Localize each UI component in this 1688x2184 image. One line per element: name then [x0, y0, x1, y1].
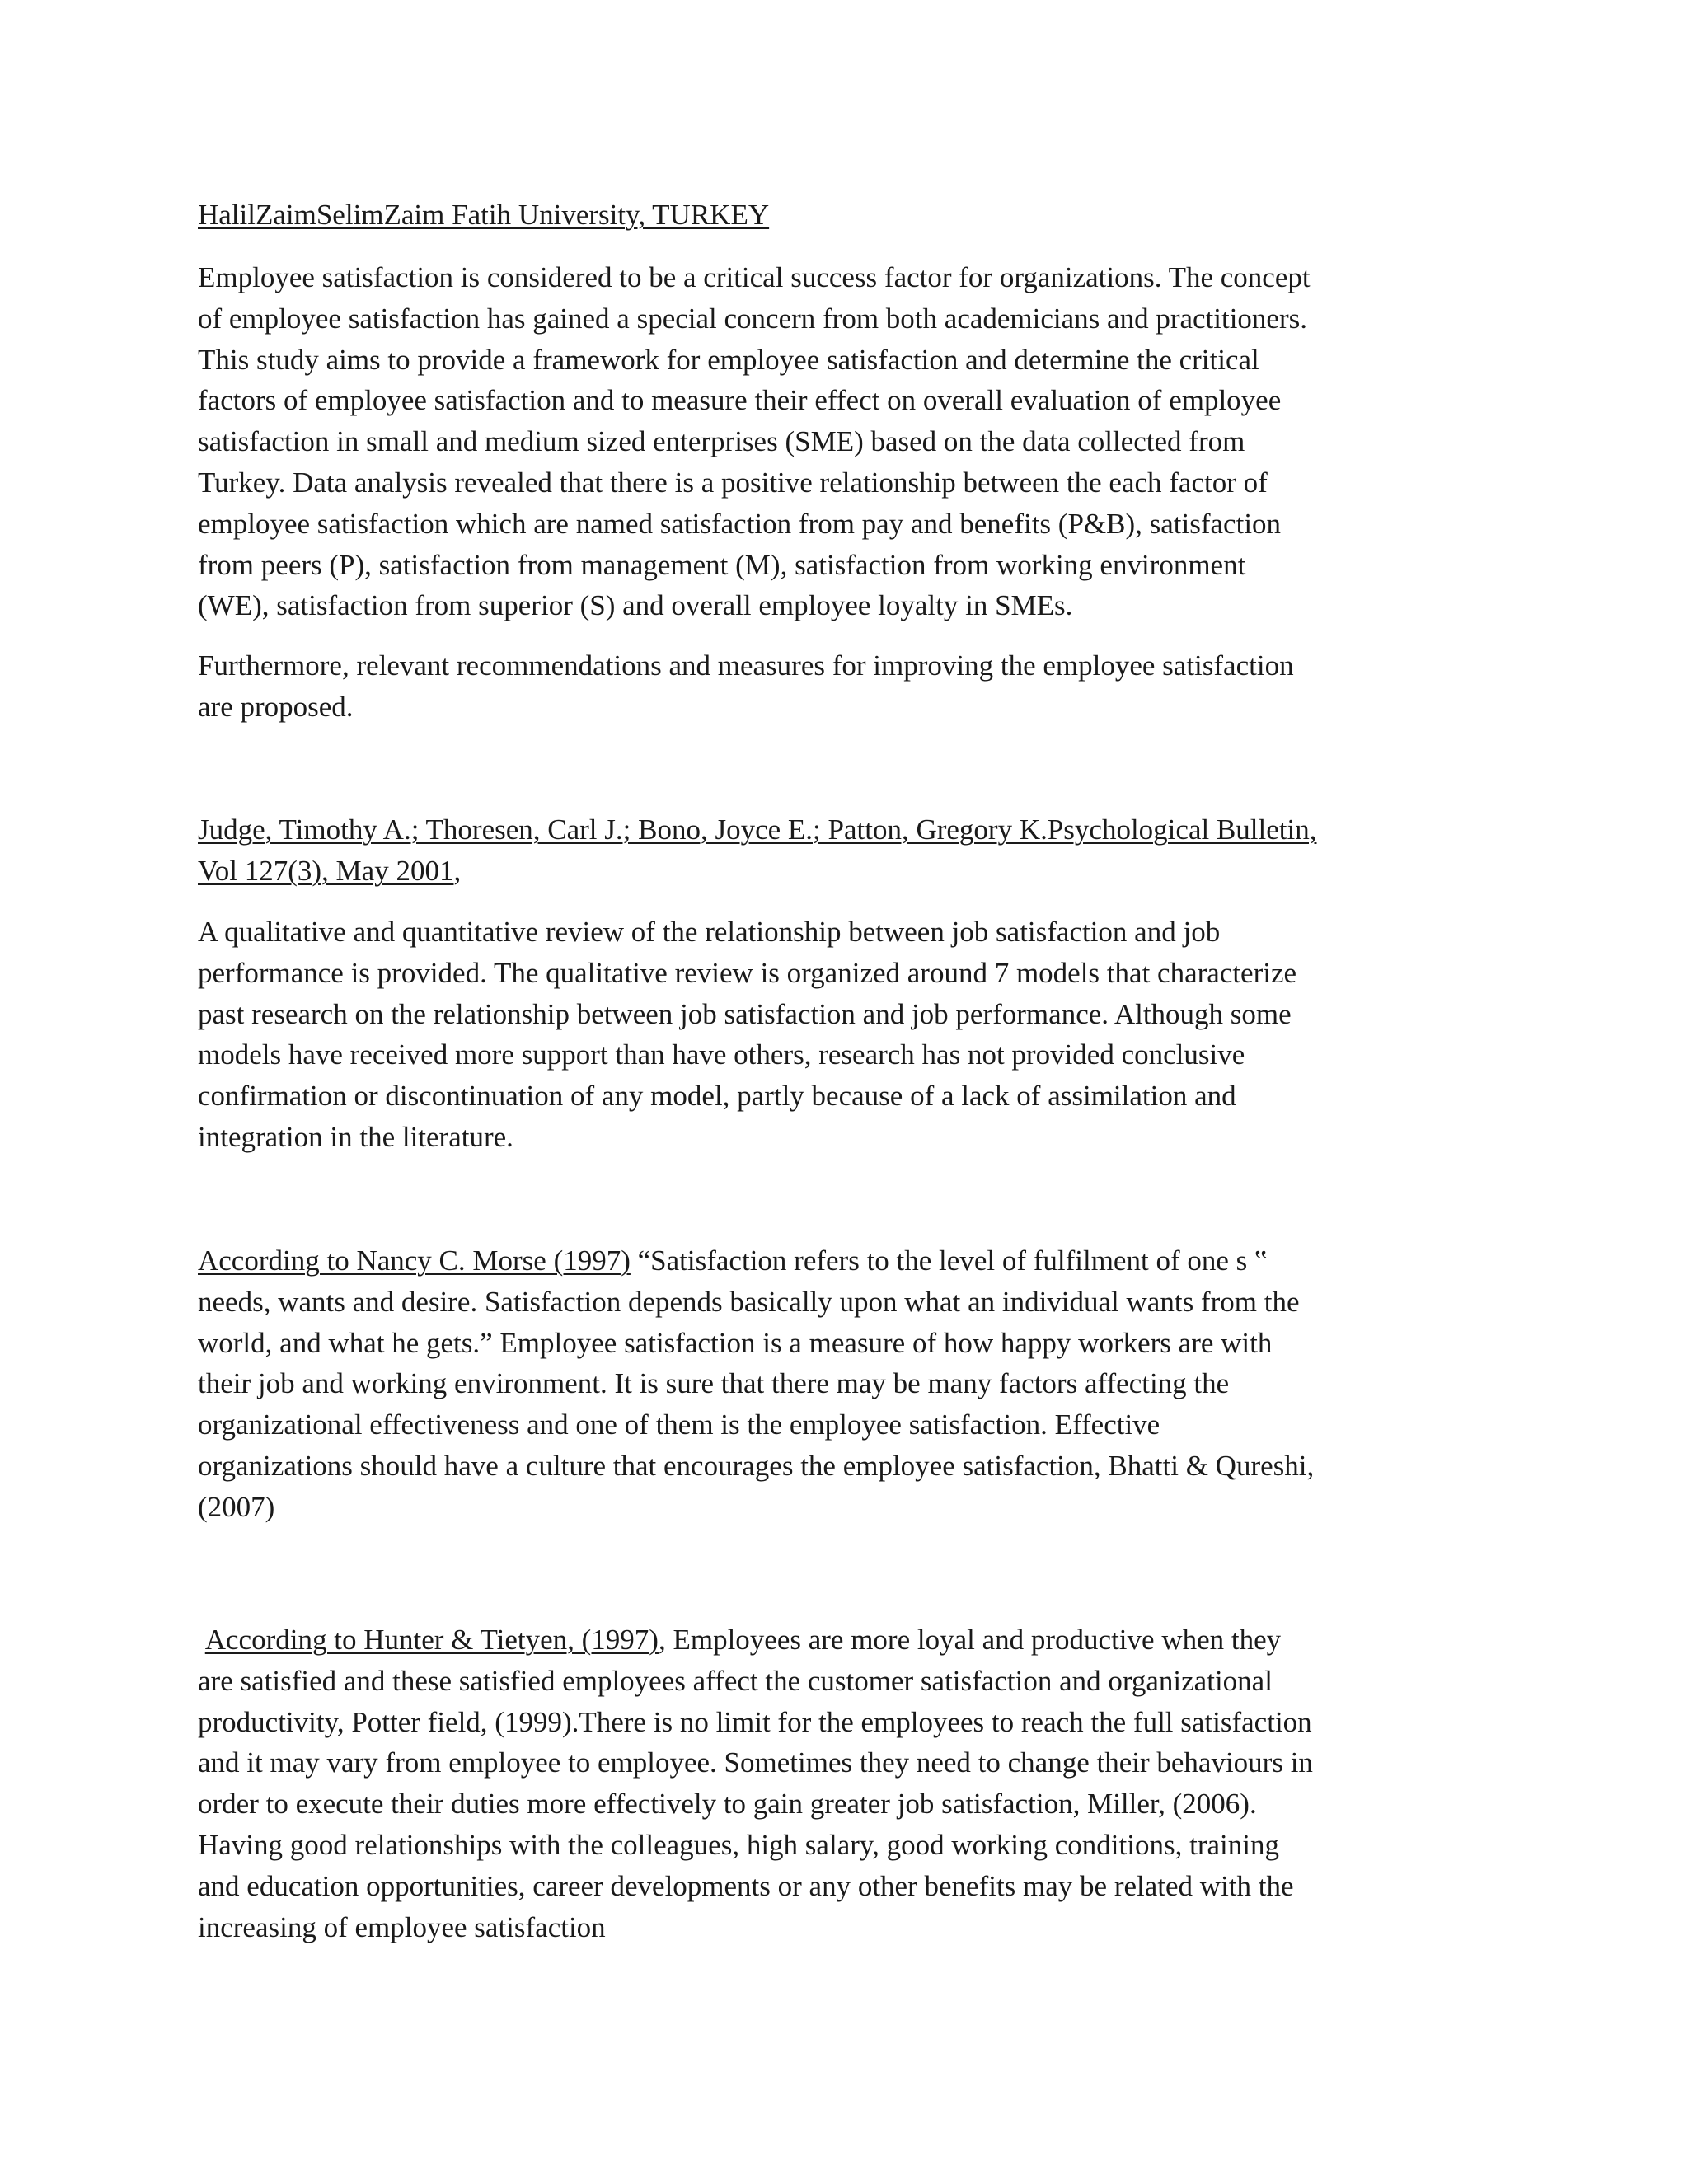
text-line: their job and working environment. It is sure that there may be many factors affecting the: [198, 1367, 1230, 1400]
text-line: are satisfied and these satisfied employees affect the customer satisfaction and organizational: [198, 1664, 1273, 1697]
citation-heading-judge-tail: ,: [453, 855, 462, 887]
text-line: models have received more support than have others, research has not provided conclusive: [198, 1038, 1245, 1071]
paragraph: [198, 912, 1500, 1158]
text-line: Having good relationships with the colleagues, high salary, good working conditions, training: [198, 1828, 1279, 1861]
citation-heading-zaim-text: HalilZaimSelimZaim Fatih University, TURKEY: [198, 199, 770, 231]
section-judge: [198, 809, 1500, 892]
text-line: (WE), satisfaction from superior (S) and overall employee loyalty in SMEs.: [198, 589, 1073, 622]
abstract-zaim-para2: [198, 645, 1500, 728]
text-line: increasing of employee satisfaction: [198, 1910, 606, 1943]
section-zaim: [198, 194, 1500, 236]
text-line: organizations should have a culture that encourages the employee satisfaction, Bhatti & Qureshi,: [198, 1449, 1315, 1482]
text-line: [198, 1240, 1500, 1282]
section-morse: [198, 1240, 1500, 1528]
text-line: needs, wants and desire. Satisfaction depends basically upon what an individual wants from the: [198, 1285, 1300, 1318]
text-line: and it may vary from employee to employee. Sometimes they need to change their behaviours in: [198, 1746, 1313, 1779]
text-line: This study aims to provide a framework for employee satisfaction and determine the critical: [198, 343, 1259, 376]
text-line: are proposed.: [198, 690, 354, 723]
text-line: [198, 1619, 1500, 1661]
citation-heading-judge-line1: [198, 809, 1500, 851]
citation-heading-judge-line2-text: Vol 127(3), May 2001: [198, 855, 454, 887]
text-line: Employee satisfaction is considered to be a critical success factor for organizations. The concept: [198, 261, 1311, 293]
citation-morse: According to Nancy C. Morse (1997): [198, 1244, 631, 1277]
text-line: from peers (P), satisfaction from management (M), satisfaction from working environment: [198, 548, 1246, 581]
citation-hunter: According to Hunter & Tietyen, (1997): [204, 1624, 659, 1656]
text-line: organizational effectiveness and one of them is the employee satisfaction. Effective: [198, 1408, 1160, 1441]
paragraph: [198, 1619, 1500, 1661]
text-line: productivity, Potter field, (1999).There is no limit for the employees to reach the full satisfaction: [198, 1705, 1312, 1738]
abstract-judge: [198, 912, 1500, 1158]
text-line: world, and what he gets.” Employee satisfaction is a measure of how happy workers are with: [198, 1326, 1273, 1359]
text-line: confirmation or discontinuation of any model, partly because of a lack of assimilation and: [198, 1080, 1236, 1113]
paragraph: [198, 257, 1500, 626]
text-line: Turkey. Data analysis revealed that there is a positive relationship between the each factor of: [198, 466, 1268, 499]
text-line: A qualitative and quantitative review of the relationship between job satisfaction and job: [198, 916, 1221, 948]
paragraph: [198, 1240, 1500, 1282]
citation-heading-zaim: [198, 194, 1500, 236]
section-hunter: [198, 1619, 1500, 1947]
abstract-zaim-para1: [198, 257, 1500, 626]
sentence-start: , Employees are more loyal and productive when they: [658, 1624, 1282, 1656]
citation-heading-judge-line2: [198, 851, 1500, 892]
text-line: past research on the relationship between job satisfaction and job performance. Although some: [198, 997, 1292, 1030]
quote-start: “Satisfaction refers to the level of fulfilment of one s ‟: [630, 1244, 1268, 1277]
text-line: performance is provided. The qualitative review is organized around 7 models that characterize: [198, 956, 1297, 989]
text-line: order to execute their duties more effectively to gain greater job satisfaction, Miller, (2006).: [198, 1788, 1257, 1821]
paragraph: [198, 1282, 1500, 1528]
text-line: of employee satisfaction has gained a special concern from both academicians and practitioners.: [198, 302, 1307, 335]
paragraph: [198, 645, 1500, 728]
text-line: (2007): [198, 1490, 275, 1523]
citation-heading-judge-line1-text: Judge, Timothy A.; Thoresen, Carl J.; Bono, Joyce E.; Patton, Gregory K.Psychological Bulletin,: [198, 813, 1317, 846]
text-line: Furthermore, relevant recommendations and measures for improving the employee satisfaction: [198, 649, 1294, 682]
text-line: and education opportunities, career developments or any other benefits may be related with the: [198, 1869, 1294, 1902]
text-line: satisfaction in small and medium sized enterprises (SME) based on the data collected from: [198, 425, 1245, 458]
text-line: factors of employee satisfaction and to measure their effect on overall evaluation of employee: [198, 384, 1282, 417]
text-line: integration in the literature.: [198, 1120, 513, 1153]
text-line: employee satisfaction which are named satisfaction from pay and benefits (P&B), satisfaction: [198, 507, 1282, 540]
paragraph: [198, 1661, 1500, 1948]
